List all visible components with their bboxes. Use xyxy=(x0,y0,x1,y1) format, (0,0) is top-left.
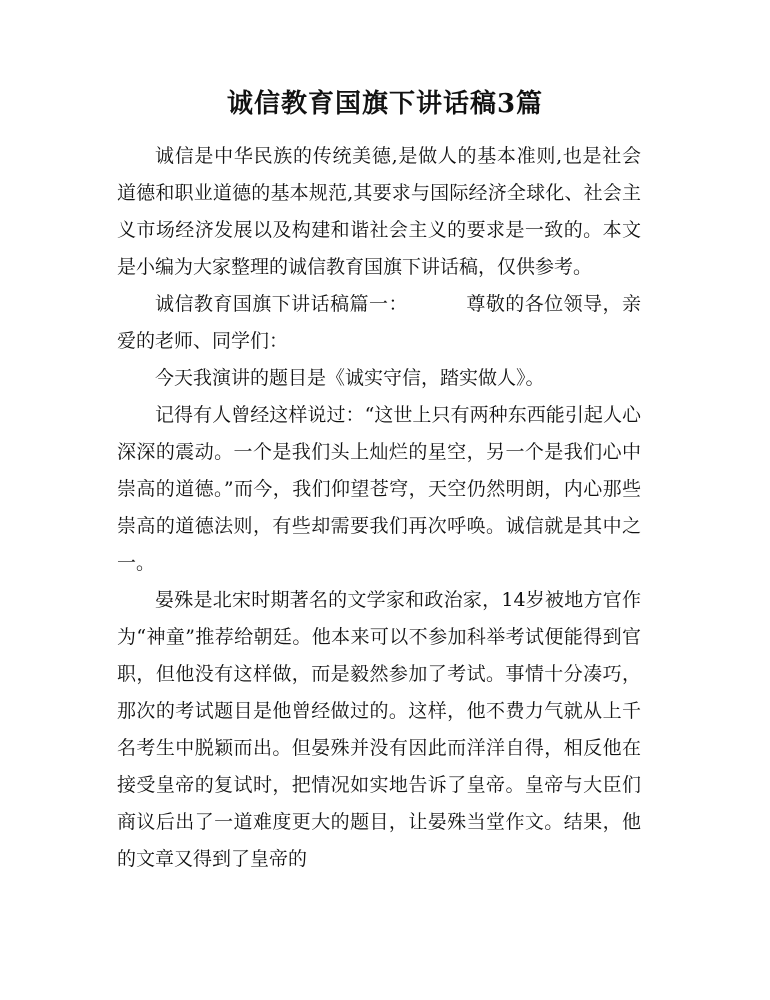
topic-paragraph: 今天我演讲的题目是《诚实守信，踏实做人》。 xyxy=(155,367,545,389)
intro-paragraph: 诚信是中华民族的传统美德,是做人的基本准则,也是社会道德和职业道德的基本规范,其要求与国际经济全球化、社会主义市场经济发展以及构建和谐社会主义的要求是一致的。本文是小编为大家整理的诚信教育国旗下讲话稿，仅供参考。 xyxy=(117,145,641,278)
story-paragraph: 晏殊是北宋时期著名的文学家和政治家，14岁被地方官作为“神童”推荐给朝廷。他本来可以不参加科举考试便能得到官职，但他没有这样做，而是毅然参加了考试。事情十分凑巧，那次的考试题目是他曾经做过的。这样，他不费力气就从上千名考生中脱颖而出。但晏殊并没有因此而洋洋自得，相反他在接受皇帝的复试时，把情况如实地告诉了皇帝。皇帝与大臣们商议后出了一道难度更大的题目，让晏殊当堂作文。结果，他的文章又得到了皇帝的 xyxy=(117,589,641,870)
quote-paragraph: 记得有人曾经这样说过：“这世上只有两种东西能引起人心深深的震动。一个是我们头上灿烂的星空，另一个是我们心中崇高的道德。”而今，我们仰望苍穹，天空仍然明朗，内心那些崇高的道德法则，有些却需要我们再次呼唤。诚信就是其中之一。 xyxy=(117,404,641,574)
document-body xyxy=(117,138,641,878)
speech-heading: 诚信教育国旗下讲话稿篇一： xyxy=(155,293,408,315)
speech-opening-paragraph xyxy=(117,286,641,360)
document-title: 诚信教育国旗下讲话稿3篇 xyxy=(226,89,544,119)
salutation: 尊敬的各位领导，亲爱的老师、同学们： xyxy=(117,293,641,352)
